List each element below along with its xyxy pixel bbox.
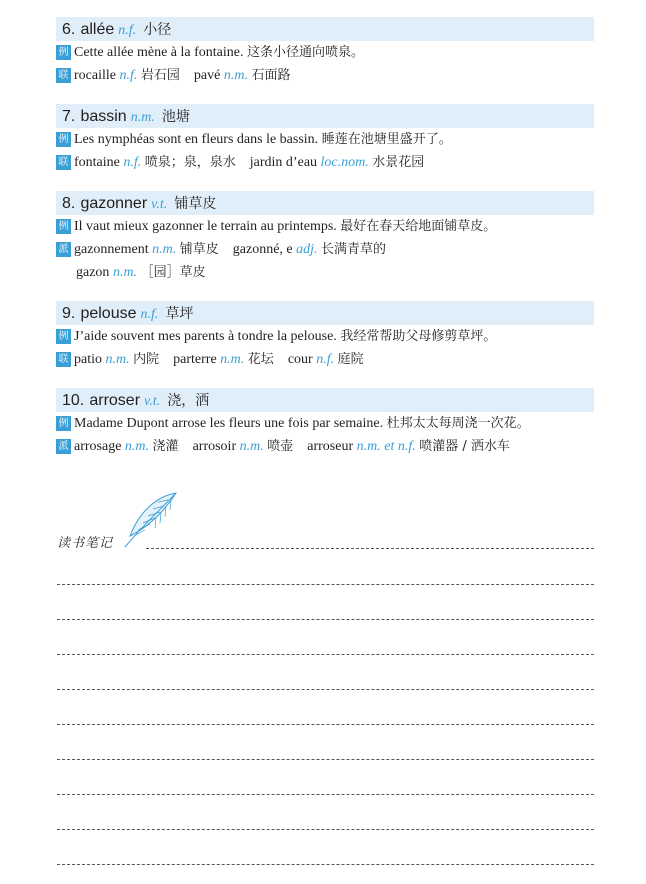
related-word: cour	[287, 352, 313, 367]
entry-line	[56, 216, 594, 238]
related-translation: ［园］草皮	[140, 265, 206, 280]
related-translation: 长满青草的	[321, 242, 387, 257]
note-line	[57, 759, 594, 760]
headword-translation: 浇，洒	[167, 393, 210, 409]
line-type-badge: 例	[56, 329, 71, 344]
related-pos: n.m.	[223, 68, 248, 83]
note-line	[57, 864, 594, 865]
related-pos: n.m.	[124, 439, 150, 454]
related-pos: n.m.	[239, 439, 264, 454]
related-translation: 铺草皮	[179, 242, 219, 257]
related-word: gazon	[76, 265, 110, 280]
headword: gazonner	[80, 195, 148, 212]
line-type-badge: 例	[56, 132, 71, 147]
example-translation: 睡莲在池塘里盛开了。	[321, 132, 452, 147]
example-sentence: Madame Dupont arrose les fleurs une fois par semaine.	[74, 416, 384, 431]
vocabulary-list	[56, 17, 594, 475]
line-type-badge: 联	[56, 68, 71, 83]
entry-line	[56, 129, 594, 151]
headword: allée	[80, 21, 115, 38]
note-line	[146, 548, 594, 549]
related-pos: n.f.	[119, 68, 138, 83]
vocab-entry	[56, 301, 594, 371]
related-word: parterre	[173, 352, 217, 367]
headword-translation: 小径	[143, 22, 172, 38]
entry-line	[56, 152, 594, 174]
note-line	[57, 654, 594, 655]
note-line	[57, 724, 594, 725]
related-word: arrosage	[74, 439, 122, 454]
note-line	[57, 619, 594, 620]
note-line	[57, 689, 594, 690]
part-of-speech: n.m.	[130, 110, 155, 125]
line-type-badge: 例	[56, 416, 71, 431]
vocab-entry	[56, 17, 594, 87]
related-word: rocaille	[74, 68, 116, 83]
related-pos: n.f.	[123, 155, 142, 170]
related-pos: n.m.	[152, 242, 177, 257]
line-type-badge: 例	[56, 219, 71, 234]
related-translation: 内院	[133, 352, 160, 367]
entry-line	[56, 349, 594, 371]
related-word: jardin d’eau	[249, 155, 318, 170]
entry-header	[56, 104, 594, 128]
related-pos: adj.	[296, 242, 318, 257]
entry-number: 7.	[62, 108, 76, 125]
related-translation: 石面路	[251, 68, 291, 83]
related-word: patio	[74, 352, 102, 367]
related-translation: 水景花园	[372, 155, 425, 170]
related-translation: 喷灌器 / 洒水车	[419, 439, 510, 454]
headword-translation: 草坪	[165, 306, 194, 322]
related-word: gazonnement	[74, 242, 149, 257]
related-pos: n.f.	[316, 352, 335, 367]
entry-line	[56, 413, 594, 435]
entry-number: 10.	[62, 392, 85, 409]
example-sentence: Il vaut mieux gazonner le terrain au printemps.	[74, 219, 337, 234]
example-sentence: J’aide souvent mes parents à tondre la pelouse.	[74, 329, 337, 344]
entry-line	[56, 326, 594, 348]
related-word: gazonné, e	[232, 242, 293, 257]
line-type-badge: 联	[56, 155, 71, 170]
related-translation: 喷壶	[267, 439, 294, 454]
reading-notes-title: 读书笔记	[57, 536, 114, 551]
entry-header	[56, 17, 594, 41]
entry-line	[56, 436, 594, 458]
headword-translation: 池塘	[161, 109, 190, 125]
line-type-badge: 派	[56, 242, 71, 257]
related-pos: loc.nom.	[320, 155, 369, 170]
entry-header	[56, 191, 594, 215]
example-translation: 我经常帮助父母修剪草坪。	[340, 329, 497, 344]
part-of-speech: v.t.	[144, 394, 161, 409]
related-word: arroseur	[307, 439, 354, 454]
headword-translation: 铺草皮	[174, 196, 217, 212]
related-word: arrosoir	[192, 439, 237, 454]
related-pos: n.m.	[105, 352, 130, 367]
line-type-badge: 派	[56, 439, 71, 454]
related-translation: 庭院	[337, 352, 364, 367]
related-word: fontaine	[74, 155, 120, 170]
vocab-entry	[56, 388, 594, 458]
example-sentence: Les nymphéas sont en fleurs dans le bassin.	[74, 132, 319, 147]
related-pos: n.m.	[220, 352, 245, 367]
entry-number: 8.	[62, 195, 76, 212]
example-translation: 杜邦太太每周浇一次花。	[386, 416, 530, 431]
vocab-entry	[56, 191, 594, 284]
related-translation: 浇灌	[152, 439, 179, 454]
line-type-badge: 例	[56, 45, 71, 60]
headword: pelouse	[80, 305, 137, 322]
part-of-speech: n.f.	[140, 307, 159, 322]
example-translation: 这条小径通向喷泉。	[246, 45, 364, 60]
related-pos: n.m. et n.f.	[356, 439, 416, 454]
entry-line	[56, 262, 594, 284]
entry-number: 9.	[62, 305, 76, 322]
related-translation: 岩石园	[140, 68, 180, 83]
related-translation: 花坛	[247, 352, 274, 367]
entry-line	[56, 42, 594, 64]
headword: arroser	[89, 392, 141, 409]
entry-header	[56, 388, 594, 412]
entry-number: 6.	[62, 21, 76, 38]
example-translation: 最好在春天给地面铺草皮。	[340, 219, 497, 234]
note-line	[57, 829, 594, 830]
entry-line	[56, 65, 594, 87]
entry-line	[56, 239, 594, 261]
part-of-speech: v.t.	[151, 197, 168, 212]
note-line	[57, 794, 594, 795]
headword: bassin	[80, 108, 127, 125]
example-sentence: Cette allée mène à la fontaine.	[74, 45, 244, 60]
line-type-badge: 联	[56, 352, 71, 367]
part-of-speech: n.f.	[118, 23, 137, 38]
feather-icon	[118, 490, 180, 552]
note-line	[57, 584, 594, 585]
vocab-entry	[56, 104, 594, 174]
related-word: pavé	[193, 68, 221, 83]
related-translation: 喷泉；泉，泉水	[144, 155, 236, 170]
entry-header	[56, 301, 594, 325]
related-pos: n.m.	[112, 265, 138, 280]
